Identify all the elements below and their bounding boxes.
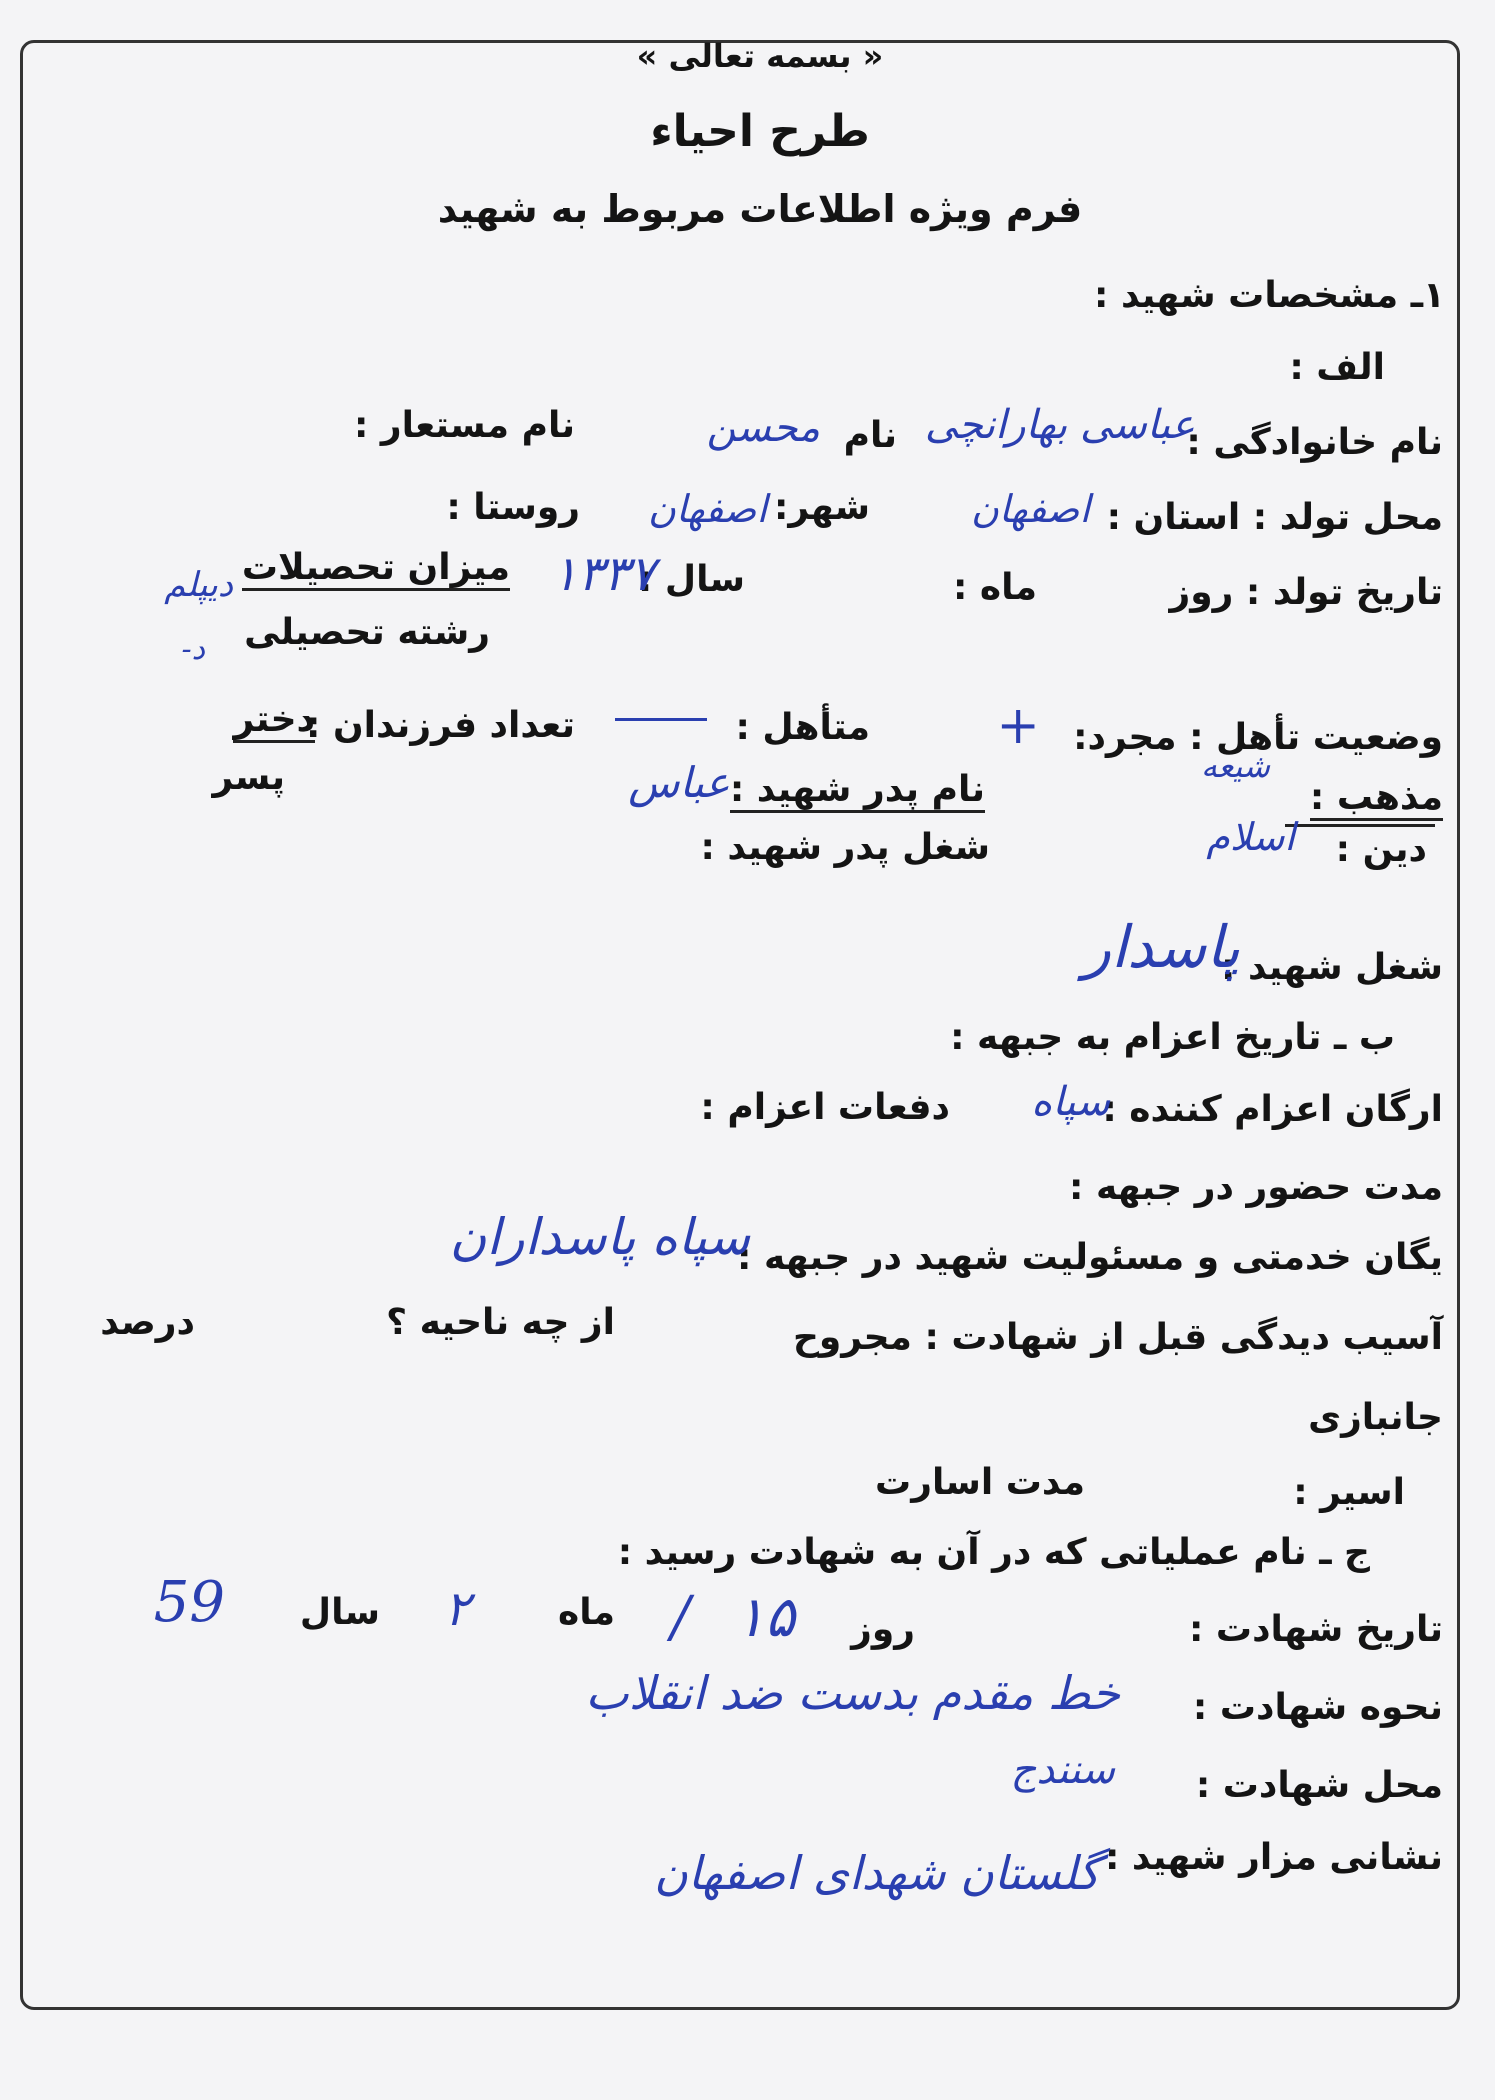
bismillah: « بسمه تعالی » [636,37,884,75]
date-slash: / [671,1585,690,1650]
son-label: پسر [212,757,285,798]
religion-label: دین : [1335,829,1427,870]
section-b-title: ب ـ تاریخ اعزام به جبهه : [950,1017,1395,1058]
grave-address-value: گلستان شهدای اصفهان [654,1846,1100,1900]
married-dash [615,718,707,721]
first-name-label: نام [843,415,897,456]
section-c-title: ج ـ نام عملیاتی که در آن به شهادت رسید : [617,1532,1370,1573]
birth-date-label: تاریخ تولد : روز [1169,572,1443,613]
father-name-label: نام پدر شهید : [730,772,985,813]
education-level-value: دیپلم [164,565,233,605]
birth-place-label: محل تولد : استان : [1106,497,1443,538]
daughter-label: دختر [233,702,315,743]
veteran-label: جانبازی [1308,1397,1443,1438]
martyr-job-value: پاسدار [1083,913,1240,981]
martyrdom-date-label: تاریخ شهادت : [1188,1609,1443,1650]
city-value: اصفهان [647,487,767,531]
captive-label: اسیر : [1293,1472,1405,1513]
martyrdom-day-label: روز [851,1609,915,1650]
form-title: فرم ویژه اطلاعات مربوط به شهید [437,187,1083,231]
children-count-label: تعداد فرزندان : [306,705,575,746]
martyrdom-manner-value: خط مقدم بدست ضد انقلاب [585,1666,1120,1720]
martyrdom-month-value: ۲ [444,1581,470,1637]
unit-label: یگان خدمتی و مسئولیت شهید در جبهه : [737,1237,1443,1278]
education-field-label: رشته تحصیلی [244,612,490,653]
sect-divider [1285,824,1435,827]
front-duration-label: مدت حضور در جبهه : [1069,1167,1443,1208]
sect-label: مذهب : [1310,780,1443,821]
birth-year-value: ۱۳۳۷ [551,546,655,602]
grave-address-label: نشانی مزار شهید : [1104,1837,1443,1878]
single-mark: + [996,696,1040,756]
percent-label: درصد [100,1302,195,1343]
education-field-value: د- [181,632,205,667]
father-name-value: عباس [628,758,730,807]
injury-area-label: از چه ناحیه ؟ [386,1302,615,1343]
father-job-label: شغل پدر شهید : [700,827,990,868]
martyrdom-manner-label: نحوه شهادت : [1192,1687,1443,1728]
martyrdom-month-label: ماه [557,1592,615,1633]
family-name-label: نام خانوادگی : [1186,422,1443,463]
sect-value: شیعه [1200,747,1270,785]
alias-label: نام مستعار : [353,405,575,446]
birth-month-label: ماه : [953,567,1037,608]
injury-label: آسیب دیدگی قبل از شهادت : مجروح [792,1317,1443,1358]
project-title: طرح احیاء [650,106,870,157]
martyrdom-place-value: سنندج [1010,1747,1115,1793]
marital-status-label: وضعیت تأهل : مجرد: [1073,717,1443,758]
village-label: روستا : [446,487,580,528]
martyrdom-year-value: 59 [153,1570,225,1635]
first-name-value: محسن [706,405,820,451]
province-value: اصفهان [970,487,1090,531]
married-label: متأهل : [735,707,870,748]
city-label: شهر: [774,487,870,528]
religion-value: اسلام [1206,815,1295,859]
martyrdom-place-label: محل شهادت : [1195,1765,1443,1806]
unit-value: سپاه پاسداران [449,1208,750,1266]
martyrdom-year-label: سال [299,1592,380,1633]
family-name-value: عباسی بهارانچی [924,402,1195,448]
dispatch-org-label: ارگان اعزام کننده : [1102,1089,1443,1130]
education-level-label: میزان تحصیلات [242,550,510,591]
part-a-label: الف : [1289,347,1385,388]
dispatch-count-label: دفعات اعزام : [700,1087,950,1128]
martyr-job-label: شغل شهید : [1221,947,1443,988]
martyrdom-day-value: ۱۵ [734,1585,795,1650]
captivity-duration-label: مدت اسارت [875,1462,1085,1503]
dispatch-org-value: سپاه [1031,1079,1110,1125]
section1-title: ۱ـ مشخصات شهید : [1094,275,1445,316]
birth-year-label: سال : [637,559,745,600]
